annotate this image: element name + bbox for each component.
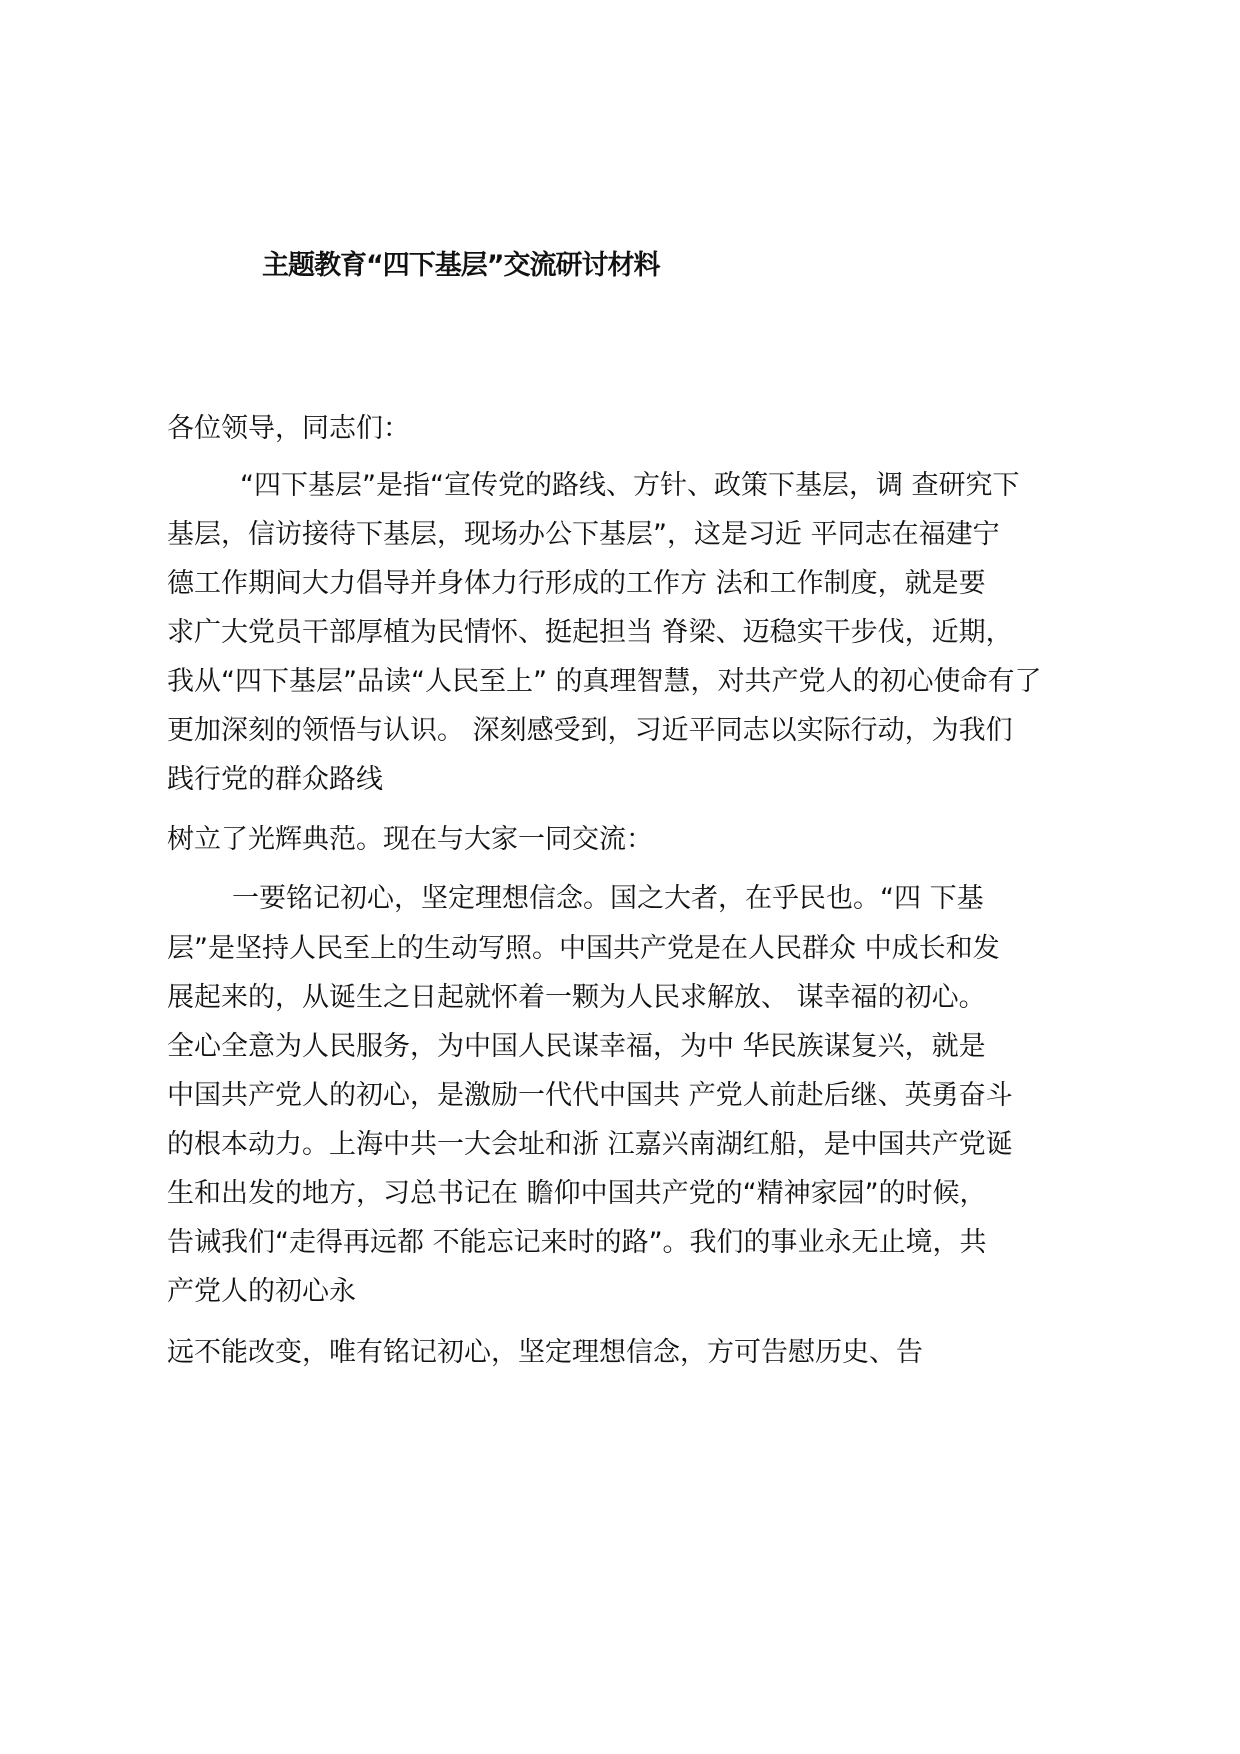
paragraph-line: 中国共产党人的初心，是激励一代代中国共 产党人前赴后继、英勇奋斗 bbox=[167, 1080, 1013, 1111]
paragraph-line: 基层，信访接待下基层，现场办公下基层”，这是习近 平同志在福建宁 bbox=[167, 519, 1000, 550]
paragraph-line: 树立了光辉典范。现在与大家一同交流： bbox=[167, 824, 653, 855]
paragraph-line: “四下基层”是指“宣传党的路线、方针、政策下基层，调 查研究下 bbox=[240, 470, 1020, 501]
paragraph-line: 产党人的初心永 bbox=[167, 1276, 356, 1307]
paragraph-line: 告诫我们“走得再远都 不能忘记来时的路”。我们的事业永无止境，共 bbox=[167, 1227, 987, 1258]
document-title: 主题教育“四下基层”交流研讨材料 bbox=[262, 250, 660, 281]
paragraph-line: 远不能改变，唯有铭记初心，坚定理想信念，方可告慰历史、告 bbox=[167, 1337, 923, 1368]
paragraph-line: 求广大党员干部厚植为民情怀、挺起担当 脊梁、迈稳实干步伐，近期， bbox=[167, 617, 1013, 648]
paragraph-line: 德工作期间大力倡导并身体力行形成的工作方 法和工作制度，就是要 bbox=[167, 568, 986, 599]
paragraph-line: 我从“四下基层”品读“人民至上” 的真理智慧，对共产党人的初心使命有了 bbox=[167, 666, 1042, 697]
paragraph-line: 层”是坚持人民至上的生动写照。中国共产党是在人民群众 中成长和发 bbox=[167, 933, 1000, 964]
salutation: 各位领导，同志们： bbox=[167, 413, 410, 444]
paragraph-line: 一要铭记初心，坚定理想信念。国之大者，在乎民也。“四 下基 bbox=[232, 883, 984, 914]
paragraph-line: 生和出发的地方，习总书记在 瞻仰中国共产党的“精神家园”的时候， bbox=[167, 1178, 987, 1209]
paragraph-line: 全心全意为人民服务，为中国人民谋幸福，为中 华民族谋复兴，就是 bbox=[167, 1031, 986, 1062]
paragraph-line: 展起来的，从诞生之日起就怀着一颗为人民求解放、 谋幸福的初心。 bbox=[167, 982, 986, 1013]
paragraph-line: 践行党的群众路线 bbox=[167, 764, 383, 795]
paragraph-line: 更加深刻的领悟与认识。 深刻感受到，习近平同志以实际行动，为我们 bbox=[167, 715, 1013, 746]
paragraph-line: 的根本动力。上海中共一大会址和浙 江嘉兴南湖红船，是中国共产党诞 bbox=[167, 1129, 1013, 1160]
